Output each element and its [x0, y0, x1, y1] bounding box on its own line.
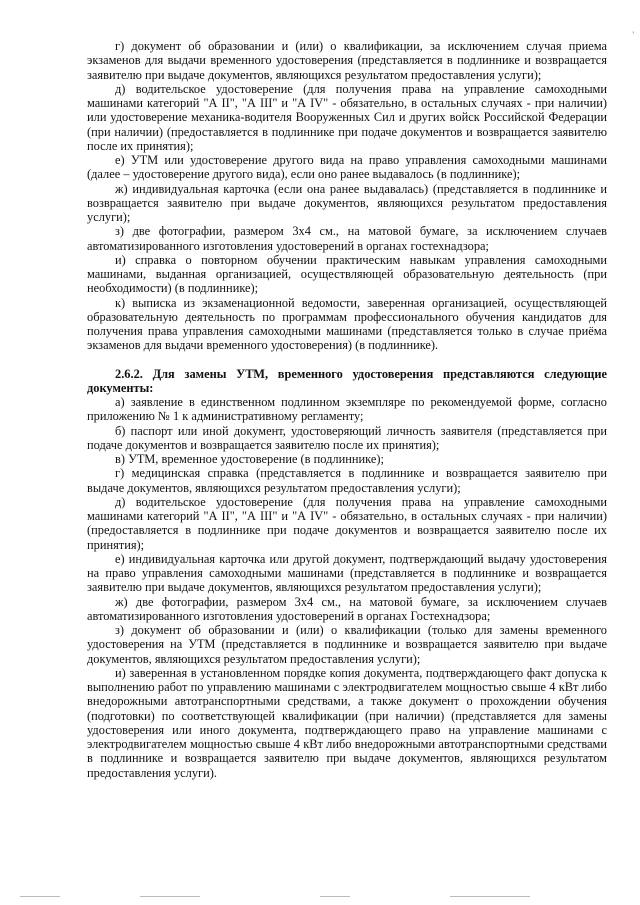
- section-item-e: е) индивидуальная карточка или другой документ, подтверждающий выдачу удостоверения на право управления самоходными машинами (представляется в подлиннике и возвращается заявителю при выдаче документов, являющихся результатом предоставления услуги);: [87, 551, 607, 595]
- section-heading: 2.6.2. Для замены УТМ, временного удостоверения представляются следующие документы:: [87, 366, 607, 395]
- section-item-g: г) медицинская справка (представляется в подлиннике и возвращается заявителю при выдаче документов, являющихся результатом предоставления услуги);: [87, 466, 607, 495]
- list-item-z: з) две фотографии, размером 3х4 см., на матовой бумаге, за исключением случаев автоматизированного изготовления удостоверений в органах гостехнадзора;: [87, 224, 607, 253]
- section-item-d: д) водительское удостоверение (для получения права на управление самоходными машинами категорий "А II", "А III" и "А IV" - обязательно, в остальных случаях - при наличии) (предоставляется в подлиннике при подаче документов и возвращается заявителю после их принятия);: [87, 494, 607, 552]
- section-item-z: з) документ об образовании и (или) о квалификации (только для замены временного удостоверения на УТМ (представляется в подлиннике и возвращается заявителю при выдаче документов, являющихся результатом предоставления услуги);: [87, 623, 607, 666]
- section-item-v: в) УТМ, временное удостоверение (в подлиннике);: [115, 452, 384, 466]
- section-item-zh: ж) две фотографии, размером 3х4 см., на матовой бумаге, за исключением случаев автоматизированного изготовления удостоверений в органах Гостехнадзора;: [87, 594, 607, 623]
- list-item-e: е) УТМ или удостоверение другого вида на право управления самоходными машинами (далее – удостоверение другого вида), если оно ранее выдавалось (в подлиннике);: [87, 153, 607, 182]
- list-item-g: г) документ об образовании и (или) о квалификации, за исключением случая приема экзаменов для выдачи временного удостоверения (представляется в подлиннике и возвращается заявителю при выдаче документов, являющихся результатом предоставления услуги);: [87, 39, 607, 82]
- list-item-zh: ж) индивидуальная карточка (если она ранее выдавалась) (представляется в подлиннике и возвращается заявителю при выдаче документов, являющихся результатом предоставления услуги);: [87, 181, 607, 224]
- list-item-d: д) водительское удостоверение (для получения права на управление самоходными машинами категорий "А II", "А III" и "А IV" - обязательно, в остальных случаях - при наличии) или удостоверение механика-водителя Вооруженных Сил и других войск Российской Федерации (при наличии) (предоставляется в подлиннике при подаче документов и возвращается заявителю после их принятия);: [87, 81, 607, 153]
- list-item-i: и) справка о повторном обучении практическим навыкам управления самоходными машинами, выданная организацией, осуществляющей образовательную деятельность (при необходимости) (в подлиннике);: [87, 252, 607, 296]
- scan-artifacts: [20, 896, 620, 899]
- section-item-i: и) заверенная в установленном порядке копия документа, подтверждающего факт допуска к выполнению работ по управлению машинами с электродвигателем мощностью свыше 4 кВт либо внедорожными автотранспортными средствами, а также документ о прохождении обучения (подготовки) по соответствующей квалификации (при наличии) (представляется для замены удостоверения или иного документа, подтверждающего право на управление машинами с электродвигателем мощностью свыше 4 кВт либо внедорожными автотранспортными средствами в подлиннике и возвращается заявителю при выдаче документов, являющихся результатом предоставления услуги).: [87, 665, 607, 780]
- margin-mark: ': [632, 30, 634, 40]
- section-item-b: б) паспорт или иной документ, удостоверяющий личность заявителя (представляется при подаче документов и возвращается заявителю после их принятия);: [87, 423, 607, 452]
- document-body: [87, 39, 607, 780]
- section-item-a: а) заявление в единственном подлинном экземпляре по рекомендуемой форме, согласно приложению № 1 к административному регламенту;: [87, 395, 607, 424]
- list-item-k: к) выписка из экзаменационной ведомости, заверенная организацией, осуществляющей образовательную деятельность по программам профессионального обучения кандидатов для получения права управления самоходными машинами (представляется только в случае приёма экзаменов для выдачи временного удостоверения) (в подлиннике).: [87, 295, 607, 353]
